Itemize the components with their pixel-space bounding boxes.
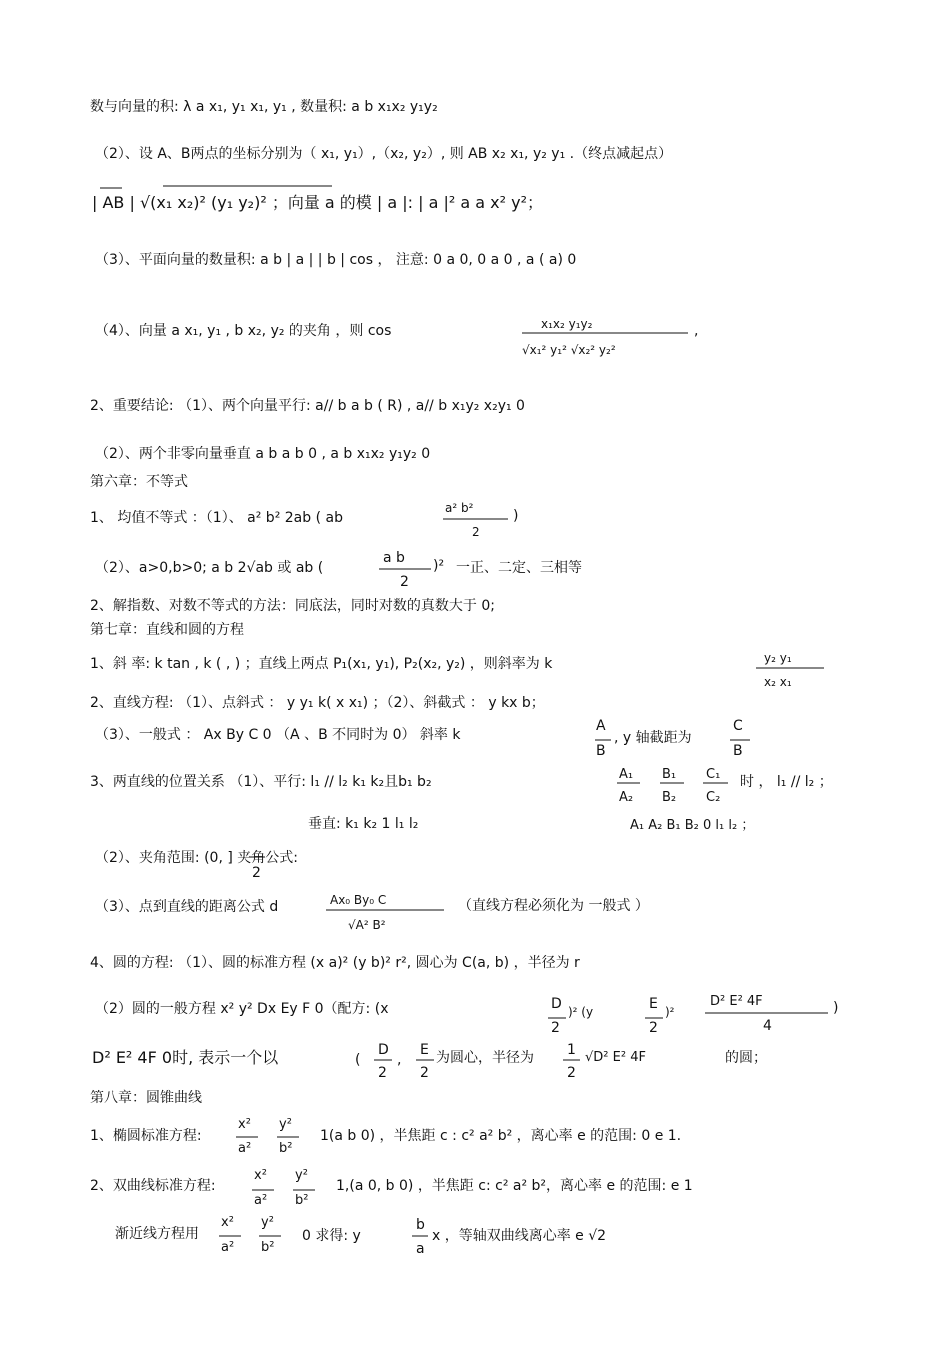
c5-num: E	[420, 1042, 429, 1058]
line-17b: （直线方程必须化为 一般式 ）	[458, 898, 649, 914]
line-4: （3）、平面向量的数量积: a b | a | | b | cos ， 注意: 0 a 0, 0 a 0 , a ( a) 0	[95, 252, 577, 268]
line-18: 4、圆的方程: （1）、圆的标准方程 (x a)² (y b)² r², 圆心为 C(a, b) ，半径为 r	[90, 955, 580, 971]
line-6: 2、重要结论: （1）、两个向量平行: a// b a b ( R) , a// b x₁y₂ x₂y₁ 0	[90, 398, 525, 414]
par-c2: C₂	[706, 790, 721, 805]
paren-squared: )²	[433, 558, 445, 574]
k-numerator: A	[596, 718, 606, 734]
h1-den: a²	[254, 1193, 268, 1208]
avg-denominator: 2	[472, 525, 480, 539]
as2-num: y²	[261, 1215, 274, 1230]
line-2: （2）、设 A、B两点的坐标分别为（ x₁, y₁）,（x₂, y₂）, 则 AB x₂ x₁, y₂ y₁ .（终点减起点）	[95, 146, 673, 162]
line-10: 2、解指数、对数不等式的方法：同底法，同时对数的真数大于 0;	[90, 598, 495, 614]
line-20c: 的圆；	[725, 1050, 767, 1066]
avg-numerator: a² b²	[445, 501, 474, 515]
as1-den: a²	[221, 1240, 235, 1255]
e1-den: a²	[238, 1141, 252, 1156]
line-5: （4）、向量 a x₁, y₁ , b x₂, y₂ 的夹角 ，则 cos	[95, 323, 392, 339]
cos-denominator: √x₁² y₁² √x₂² y₂²	[522, 343, 616, 357]
slope-denominator: x₂ x₁	[764, 675, 792, 689]
dist-numerator: Ax₀ By₀ C	[330, 893, 387, 907]
line-13: （3）、一般式 ： Ax By C 0 （A 、B 不同时为 0） 斜率 k	[95, 727, 461, 743]
slope-numerator: y₂ y₁	[764, 651, 792, 665]
line-17: （3）、点到直线的距离公式 d	[95, 899, 279, 915]
line-9: （2）、a>0,b>0; a b 2√ab 或 ab (	[95, 560, 324, 576]
as2-den: b²	[261, 1240, 275, 1255]
angle-denominator: 2	[252, 865, 261, 881]
comma: ,	[694, 323, 699, 339]
line-22: 2、双曲线标准方程:	[90, 1178, 216, 1194]
c2-den: 2	[649, 1020, 658, 1036]
paren-open: (	[355, 1052, 361, 1068]
line-19: （2）圆的一般方程 x² y² Dx Ey F 0（配方: (x	[95, 1001, 389, 1017]
e1-num: x²	[238, 1117, 251, 1132]
c1-num: D	[551, 996, 562, 1012]
sq1: )² (y	[568, 1005, 594, 1019]
c6-root: √D² E² 4F	[585, 1050, 646, 1065]
chapter-7-heading: 第七章：直线和圆的方程	[90, 622, 244, 638]
c4-den: 2	[378, 1065, 387, 1081]
c6-den: 2	[567, 1065, 576, 1081]
c5-den: 2	[420, 1065, 429, 1081]
dist-denominator: √A² B²	[348, 918, 386, 932]
line-16: （2）、夹角范围: (0, ] 夹角公式:	[95, 850, 298, 866]
chapter-6-heading: 第六章：不等式	[90, 474, 188, 490]
c3-den: 4	[763, 1018, 772, 1034]
line-21: 1、椭圆标准方程:	[90, 1128, 202, 1144]
line-14: 3、两直线的位置关系 （1）、平行: l₁ // l₂ k₁ k₂且b₁ b₂	[90, 774, 432, 790]
cos-numerator: x₁x₂ y₁y₂	[541, 317, 593, 331]
line-21b: 1(a b 0) ，半焦距 c : c² a² b² ，离心率 e 的范围: 0 e 1.	[320, 1128, 682, 1144]
sq2: )²	[665, 1005, 675, 1019]
paren-close: )	[513, 508, 519, 524]
line-23: 渐近线方程用	[115, 1226, 199, 1242]
as3-num: b	[416, 1217, 425, 1233]
yint-numerator: C	[733, 718, 743, 734]
par-a2: A₂	[619, 790, 634, 805]
k-denominator: B	[596, 743, 606, 759]
par-a1: A₁	[619, 767, 634, 782]
c2-num: E	[649, 996, 658, 1012]
avg2-denominator: 2	[400, 574, 409, 590]
e2-num: y²	[279, 1117, 292, 1132]
c1-den: 2	[551, 1020, 560, 1036]
line-8: 1、 均值不等式 ：（1）、 a² b² 2ab ( ab	[90, 510, 343, 526]
as1-num: x²	[221, 1215, 234, 1230]
as3-den: a	[416, 1241, 425, 1257]
line-11: 1、斜 率: k tan , k ( , ) ；直线上两点 P₁(x₁, y₁), P₂(x₂, y₂) ，则斜率为 k	[90, 656, 553, 672]
line-12: 2、直线方程: （1）、点斜式 ： y y₁ k( x x₁) ；（2）、斜截式 ： y kx b；	[90, 695, 545, 711]
line-23c: x ，等轴双曲线离心率 e √2	[432, 1228, 607, 1244]
avg2-numerator: a b	[383, 550, 405, 566]
paren-close-2: )	[833, 1000, 839, 1016]
par-c1: C₁	[706, 767, 721, 782]
line-13b: , y 轴截距为	[614, 730, 692, 746]
par-b1: B₁	[662, 767, 677, 782]
line-9b: 一正、二定、三相等	[456, 560, 582, 576]
h2-den: b²	[295, 1193, 309, 1208]
c4-num: D	[378, 1042, 389, 1058]
line-3: | AB | √(x₁ x₂)² (y₁ y₂)² ；向量 a 的模 | a |: | a |² a a x² y²；	[92, 193, 544, 212]
line-1: 数与向量的积: λ a x₁, y₁ x₁, y₁ , 数量积: a b x₁x₂ y₁y₂	[90, 99, 438, 115]
c6-num: 1	[567, 1042, 576, 1058]
line-15b: A₁ A₂ B₁ B₂ 0 l₁ l₂ ；	[630, 818, 755, 833]
line-14b: 时 ， l₁ // l₂ ；	[740, 774, 833, 790]
e2-den: b²	[279, 1141, 293, 1156]
comma-2: ,	[397, 1052, 402, 1068]
line-15: 垂直: k₁ k₂ 1 l₁ l₂	[308, 816, 419, 832]
chapter-8-heading: 第八章：圆锥曲线	[90, 1090, 202, 1106]
line-7: （2）、两个非零向量垂直 a b a b 0 , a b x₁x₂ y₁y₂ 0	[95, 446, 431, 462]
c3-num: D² E² 4F	[710, 994, 763, 1009]
line-22b: 1,(a 0, b 0) ，半焦距 c: c² a² b²，离心率 e 的范围: e 1	[336, 1178, 693, 1194]
h2-num: y²	[295, 1168, 308, 1183]
line-20: D² E² 4F 0时, 表示一个以	[92, 1048, 279, 1067]
h1-num: x²	[254, 1168, 267, 1183]
yint-denominator: B	[733, 743, 743, 759]
line-23b: 0 求得: y	[302, 1228, 361, 1244]
par-b2: B₂	[662, 790, 677, 805]
line-20b: 为圆心，半径为	[436, 1050, 534, 1066]
